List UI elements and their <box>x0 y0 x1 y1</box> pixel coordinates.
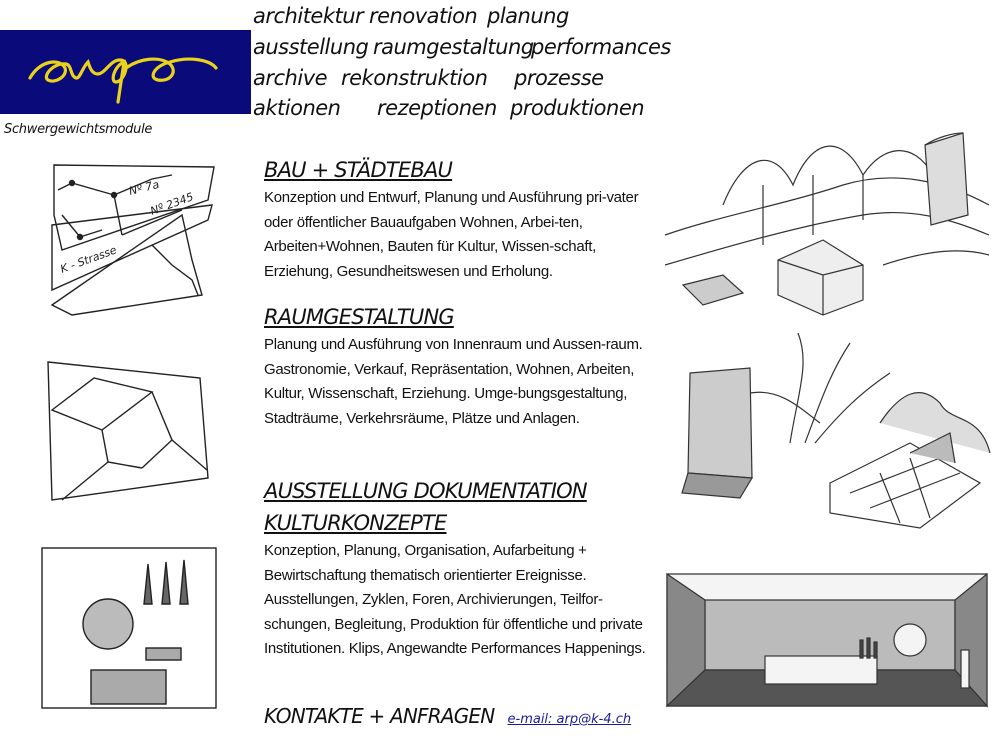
section-raumgestaltung <box>264 301 659 431</box>
nav-link-archive[interactable]: archive <box>253 66 328 90</box>
nav-link-planung[interactable]: planung <box>487 4 569 28</box>
section-ausstellung <box>264 475 659 662</box>
map-label-7a: Nº 7a <box>127 177 161 198</box>
composition-sketch <box>36 542 222 712</box>
nav-link-rekonstruktion[interactable]: rekonstruktion <box>341 66 488 90</box>
arp-script-logo <box>20 38 230 108</box>
section-title-kulturkonzepte: KULTURKONZEPTE <box>264 511 447 535</box>
nav-link-prozesse[interactable]: prozesse <box>514 66 604 90</box>
section-title-ausstellung: AUSSTELLUNG DOKUMENTATION <box>264 479 587 503</box>
street-map-sketch <box>32 155 218 325</box>
nav-link-rezeptionen[interactable]: rezeptionen <box>377 96 497 120</box>
section-body-bau: Konzeption und Entwurf, Planung und Ausführung pri-vater oder öffentlicher Bauaufgaben Wohnen, Arbei-ten, Arbeiten+Wohnen, Bauten für Kultur, Wissen-schaft, Erziehung, Gesundheitswesen und Erholung. <box>264 189 639 280</box>
nav-link-produktionen[interactable]: produktionen <box>510 96 645 120</box>
nav-link-performances[interactable]: performances <box>531 35 671 59</box>
nav-link-renovation[interactable]: renovation <box>369 4 478 28</box>
section-title-raumgestaltung: RAUMGESTALTUNG <box>264 305 454 329</box>
urban-perspective-sketch <box>663 125 993 320</box>
nav-link-ausstellung[interactable]: ausstellung <box>253 35 369 59</box>
section-bau <box>264 154 659 284</box>
map-label-strasse: K - Strasse <box>58 243 119 276</box>
nav-link-raumgestaltung[interactable]: raumgestaltung <box>373 35 534 59</box>
nav-link-architektur[interactable]: architektur <box>253 4 364 28</box>
nav-link-aktionen[interactable]: aktionen <box>253 96 341 120</box>
cube-sketch <box>42 350 218 512</box>
section-title-bau: BAU + STÄDTEBAU <box>264 158 453 182</box>
contact-label: KONTAKTE + ANFRAGEN <box>264 704 495 728</box>
map-label-2345: Nº 2345 <box>148 190 196 218</box>
contact-line <box>264 704 631 728</box>
email-link[interactable]: e-mail: arp@k-4.ch <box>507 712 632 727</box>
section-body-raumgestaltung: Planung und Ausführung von Innenraum und Aussen-raum. Gastronomie, Verkauf, Repräsentation, Wohnen, Arbeiten, Kultur, Wissenschaft, Erziehung. Umge-bungsgestaltung, Stadträume, Verkehrsräume, Plätze und Anlagen. <box>264 336 643 427</box>
section-body-ausstellung: Konzeption, Planung, Organisation, Aufarbeitung + Bewirtschaftung thematisch orientierter Ereignisse. Ausstellungen, Zyklen, Foren, Archivierungen, Teilfor-schungen, Begleitung, Produktion für öffentliche und private Institutionen. Klips, Angewandte Performances Happenings. <box>264 542 646 657</box>
logo[interactable] <box>0 30 251 114</box>
tagline: Schwergewichtsmodule <box>4 122 153 137</box>
landscape-sketch <box>680 333 998 530</box>
interior-room-sketch <box>665 570 990 710</box>
